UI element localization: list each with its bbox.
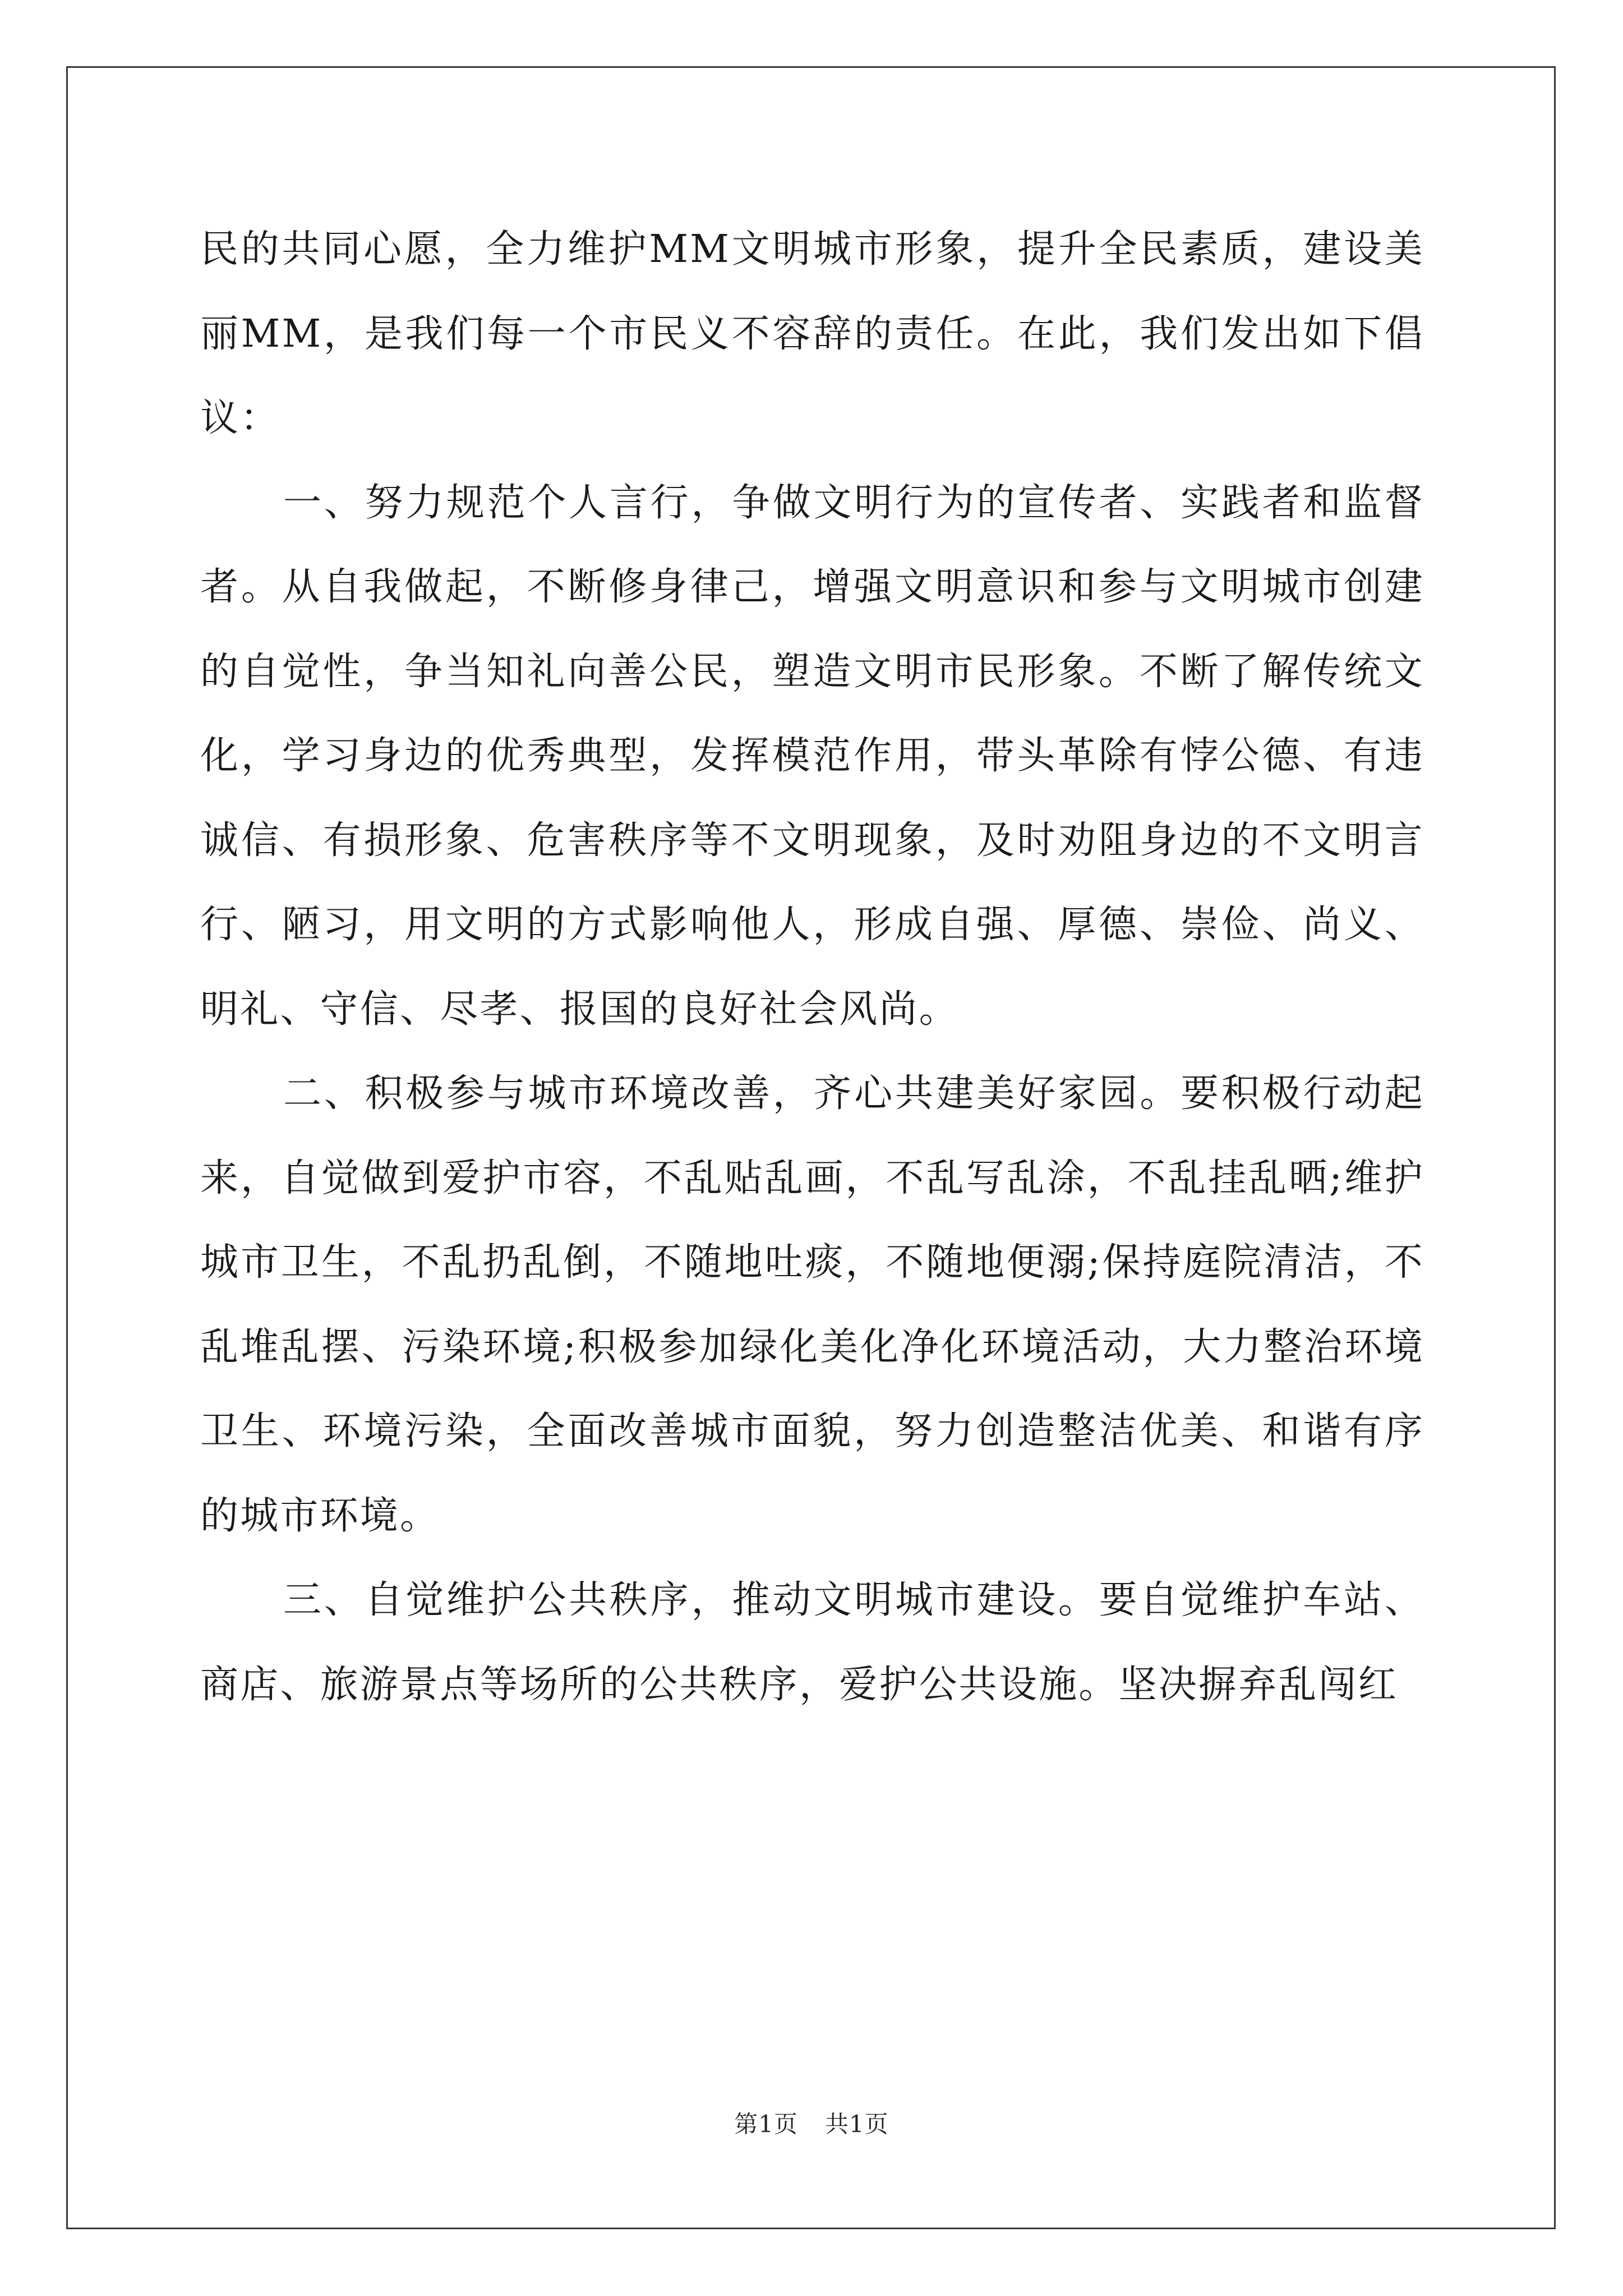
document-body (200, 208, 1424, 1727)
page-footer (0, 2106, 1623, 2139)
paragraph-proposal-one: 一、努力规范个人言行，争做文明行为的宣传者、实践者和监督者。从自我做起，不断修身律己，增强文明意识和参与文明城市创建的自觉性，争当知礼向善公民，塑造文明市民形象。不断了解传统文化，学习身边的优秀典型，发挥模范作用，带头革除有悖公德、有违诚信、有损形象、危害秩序等不文明现象，及时劝阻身边的不文明言行、陋习，用文明的方式影响他人，形成自强、厚德、崇俭、尚义、明礼、守信、尽孝、报国的良好社会风尚。 (200, 480, 1424, 1032)
page-number-total: 共1页 (825, 2110, 889, 2138)
paragraph-intro-continuation: 民的共同心愿，全力维护MM文明城市形象，提升全民素质，建设美丽MM，是我们每一个市民义不容辞的责任。在此，我们发出如下倡议： (200, 227, 1424, 440)
paragraph-proposal-three: 三、自觉维护公共秩序，推动文明城市建设。要自觉维护车站、商店、旅游景点等场所的公共秩序，爱护公共设施。坚决摒弃乱闯红 (200, 1578, 1424, 1707)
page-number-current: 第1页 (734, 2110, 798, 2138)
paragraph-proposal-two: 二、积极参与城市环境改善，齐心共建美好家园。要积极行动起来，自觉做到爱护市容，不乱贴乱画，不乱写乱涂，不乱挂乱晒;维护城市卫生，不乱扔乱倒，不随地吐痰，不随地便溺;保持庭院清洁，不乱堆乱摆、污染环境;积极参加绿化美化净化环境活动，大力整治环境卫生、环境污染，全面改善城市面貌，努力创造整洁优美、和谐有序的城市环境。 (200, 1071, 1424, 1538)
